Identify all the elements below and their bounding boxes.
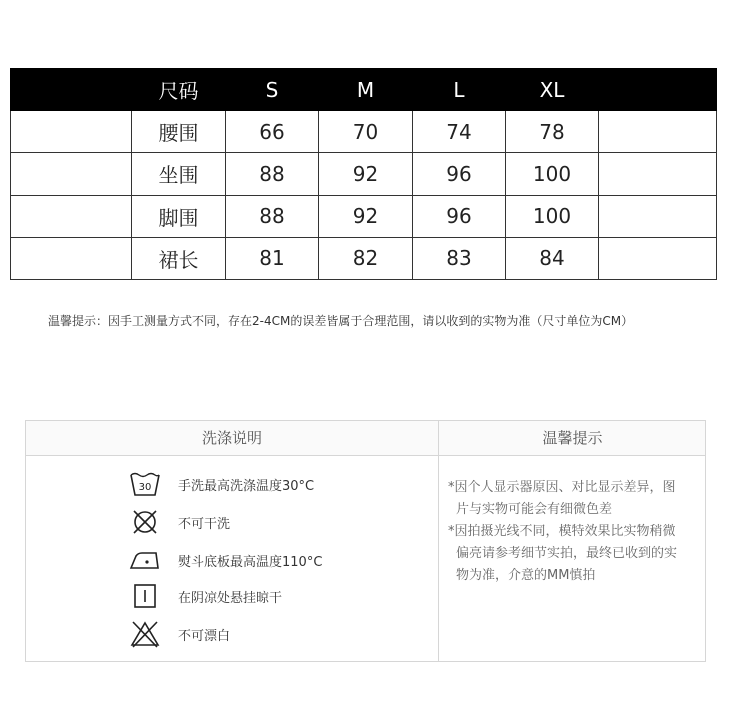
header-blank-right — [599, 69, 717, 111]
care-item-wash — [128, 469, 314, 499]
row-blank-right — [599, 111, 717, 153]
cell-value: 74 — [413, 111, 506, 153]
row-blank-left — [11, 237, 132, 279]
cell-value: 84 — [506, 237, 599, 279]
note-line: 偏亮请参考细节实拍，最终已收到的实 — [456, 546, 678, 561]
care-instructions-box — [25, 420, 706, 662]
shade-dry-icon — [128, 581, 162, 611]
size-table — [10, 68, 717, 280]
header-blank-left — [11, 69, 132, 111]
care-text: 在阴凉处悬挂晾干 — [178, 590, 283, 606]
care-text: 不可干洗 — [178, 516, 231, 532]
row-label: 脚围 — [132, 195, 226, 237]
note-line: *因个人显示器原因、对比显示差异，图 — [448, 480, 676, 495]
row-label: 腰围 — [132, 111, 226, 153]
cell-value: 88 — [226, 195, 319, 237]
cell-value: 92 — [319, 195, 413, 237]
table-row — [11, 153, 717, 195]
row-blank-left — [11, 195, 132, 237]
row-blank-right — [599, 237, 717, 279]
care-item-iron — [128, 545, 322, 575]
cell-value: 92 — [319, 153, 413, 195]
header-size-xl: XL — [506, 69, 599, 111]
no-bleach-icon — [128, 619, 162, 649]
row-label: 坐围 — [132, 153, 226, 195]
row-blank-right — [599, 195, 717, 237]
iron-icon — [128, 545, 162, 575]
cell-value: 78 — [506, 111, 599, 153]
column-divider — [438, 455, 439, 661]
row-blank-left — [11, 111, 132, 153]
cell-value: 100 — [506, 153, 599, 195]
cell-value: 100 — [506, 195, 599, 237]
table-row — [11, 237, 717, 279]
cell-value: 83 — [413, 237, 506, 279]
header-size-label: 尺码 — [132, 69, 226, 111]
note-line: 物为准，介意的MM慎拍 — [456, 568, 596, 583]
row-blank-left — [11, 153, 132, 195]
cell-value: 82 — [319, 237, 413, 279]
care-header-row — [26, 421, 705, 456]
warm-tips-notes — [448, 477, 698, 587]
row-label: 裙长 — [132, 237, 226, 279]
cell-value: 88 — [226, 153, 319, 195]
warm-tips-title: 温馨提示 — [438, 421, 706, 455]
size-header-row — [11, 69, 717, 111]
care-text: 不可漂白 — [178, 628, 231, 644]
measurement-tip: 温馨提示：因手工测量方式不同，存在2-4CM的误差皆属于合理范围，请以收到的实物为准（尺寸单位为CM） — [48, 314, 634, 328]
wash-30-icon — [128, 469, 162, 499]
care-item-no-dry-clean — [128, 507, 230, 537]
row-blank-right — [599, 153, 717, 195]
wash-temp-label: 30 — [138, 482, 152, 493]
header-size-l: L — [413, 69, 506, 111]
care-item-no-bleach — [128, 619, 230, 649]
wash-instructions-title: 洗涤说明 — [201, 429, 262, 447]
no-dry-clean-icon — [128, 507, 162, 537]
cell-value: 96 — [413, 153, 506, 195]
cell-value: 70 — [319, 111, 413, 153]
care-item-shade-dry — [128, 581, 282, 611]
cell-value: 96 — [413, 195, 506, 237]
cell-value: 66 — [226, 111, 319, 153]
table-row — [11, 195, 717, 237]
header-size-m: M — [319, 69, 413, 111]
table-row — [11, 111, 717, 153]
note-line: *因拍摄光线不同，模特效果比实物稍微 — [448, 524, 676, 539]
cell-value: 81 — [226, 237, 319, 279]
care-text: 手洗最高洗涤温度30°C — [178, 478, 315, 494]
note-line: 片与实物可能会有细微色差 — [456, 502, 613, 517]
care-text: 熨斗底板最高温度110°C — [178, 554, 323, 570]
header-size-s: S — [226, 69, 319, 111]
